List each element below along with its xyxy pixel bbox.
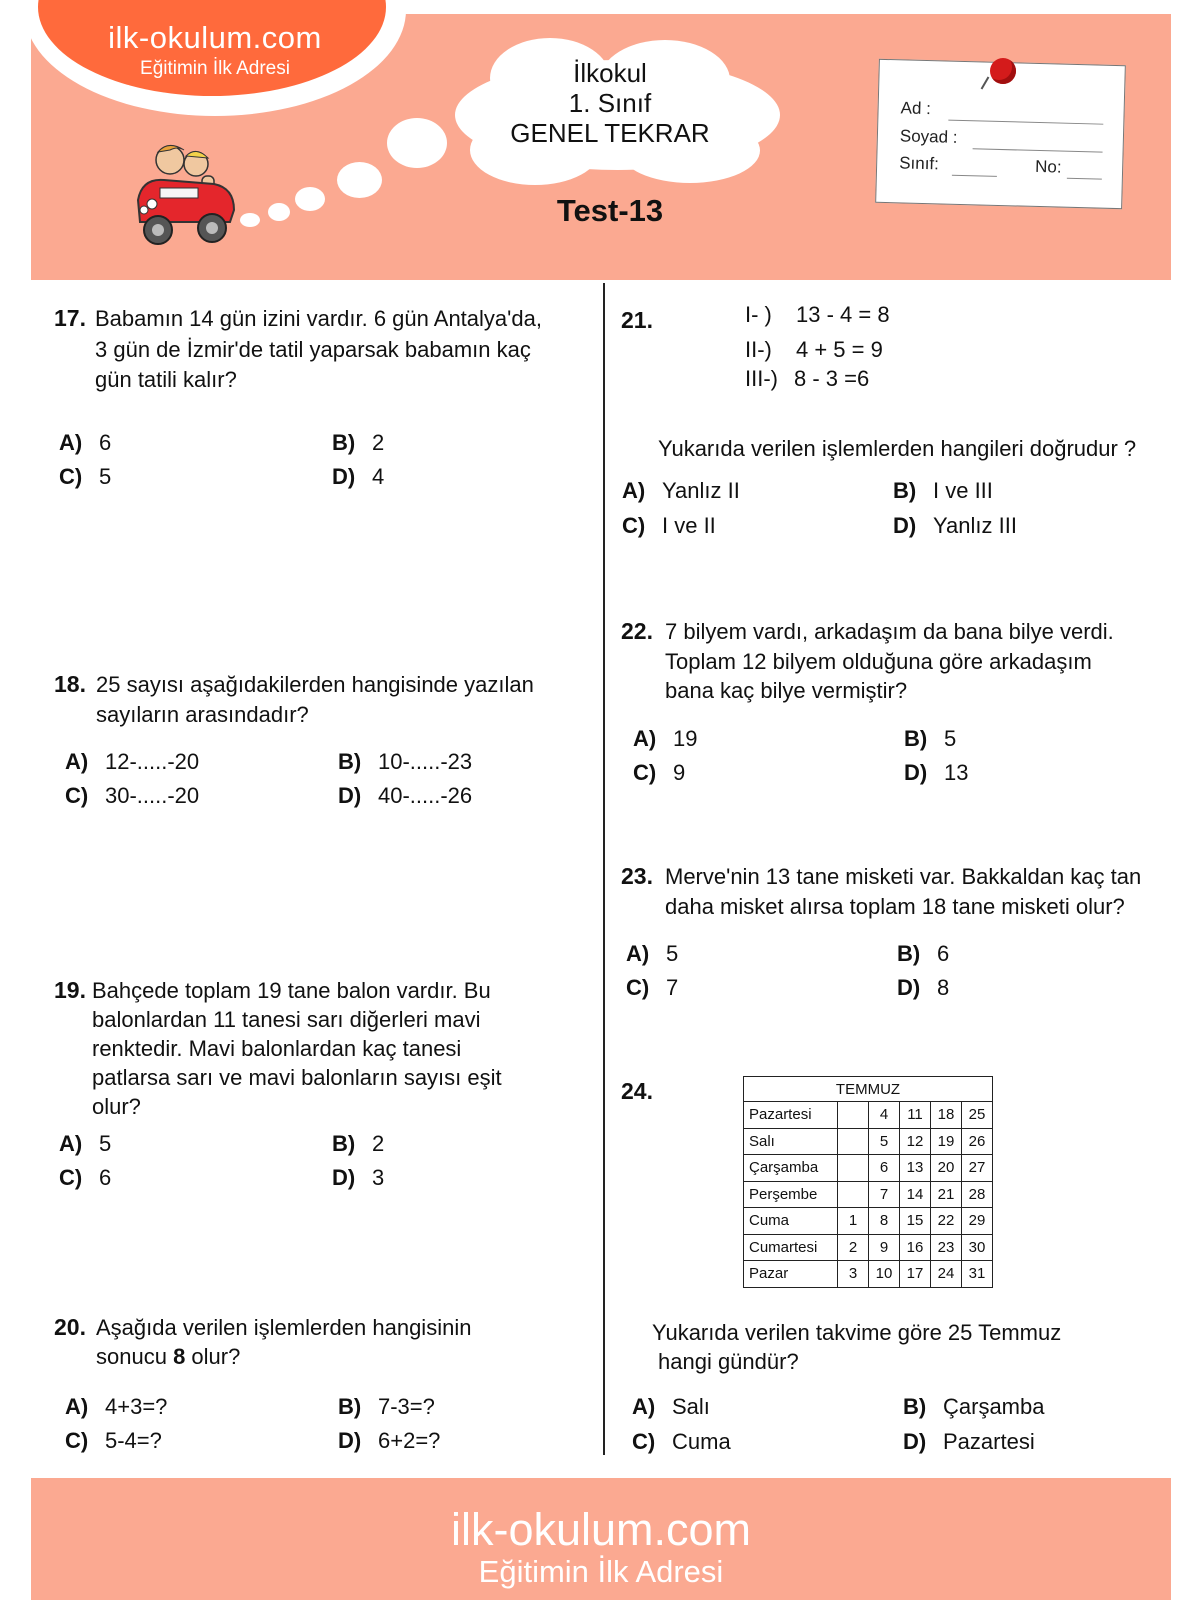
calendar-day-name: Pazar [744, 1261, 838, 1288]
calendar-row [744, 1208, 993, 1235]
calendar-date-cell: 13 [900, 1155, 931, 1182]
calendar-row [744, 1102, 993, 1129]
option-label: C) [626, 975, 650, 1000]
option-label: D) [897, 975, 921, 1000]
option-label: D) [338, 783, 362, 808]
option-label: B) [332, 1131, 356, 1156]
calendar-date-cell: 6 [869, 1155, 900, 1182]
option-a[interactable] [633, 726, 697, 752]
option-a[interactable] [65, 749, 199, 775]
calendar-date-cell: 15 [900, 1208, 931, 1235]
option-text: 5 [944, 726, 957, 751]
calendar-row [744, 1128, 993, 1155]
calendar-date-cell: 31 [962, 1261, 993, 1288]
option-label: C) [622, 513, 646, 538]
option-text: 6+2=? [378, 1428, 441, 1453]
calendar-date-cell [838, 1102, 869, 1129]
calendar-date-cell: 11 [900, 1102, 931, 1129]
option-label: B) [332, 430, 356, 455]
question-number: 21. [621, 307, 653, 333]
calendar-row [744, 1155, 993, 1182]
footer-tagline: Eğitimin İlk Adresi [478, 1554, 724, 1589]
calendar-month: TEMMUZ [744, 1077, 993, 1102]
logo-tagline: Eğitimin İlk Adresi [140, 58, 290, 79]
option-text: I ve II [662, 513, 716, 538]
option-label: C) [65, 783, 89, 808]
subject-label: GENEL TEKRAR [510, 118, 710, 148]
calendar-date-cell: 2 [838, 1234, 869, 1261]
option-label: C) [632, 1429, 656, 1454]
option-text: 10-.....-23 [378, 749, 473, 774]
question-text: gün tatili kalır? [95, 367, 237, 392]
option-label: A) [59, 430, 83, 455]
option-label: A) [633, 726, 657, 751]
option-text: 3 [372, 1165, 385, 1190]
logo-site-name: ilk-okulum.com [108, 20, 322, 55]
option-d[interactable] [904, 760, 968, 786]
question-number: 24. [621, 1078, 653, 1104]
class-field[interactable] [952, 175, 997, 177]
class-label: Sınıf: [898, 153, 940, 174]
option-text: 4+3=? [105, 1394, 168, 1419]
option-text: 13 [944, 760, 969, 785]
calendar-date-cell [838, 1155, 869, 1182]
option-a[interactable] [59, 1131, 111, 1157]
option-text: Cuma [672, 1429, 731, 1454]
calendar-date-cell: 12 [900, 1128, 931, 1155]
option-text: 4 [372, 464, 385, 489]
option-d[interactable] [338, 783, 472, 809]
test-title: Test-13 [556, 193, 664, 228]
option-text: 40-.....-26 [378, 783, 473, 808]
option-text: I ve III [933, 478, 993, 503]
question-text: Merve'nin 13 tane misketi var. Bakkaldan kaç tan [665, 864, 1142, 889]
option-label: B) [893, 478, 917, 503]
option-text: 6 [99, 1165, 112, 1190]
option-d[interactable] [332, 464, 384, 490]
grade-label: 1. Sınıf [568, 88, 652, 118]
option-label: C) [59, 464, 83, 489]
question-text: 3 gün de İzmir'de tatil yaparsak babamın kaç [95, 337, 531, 362]
option-text: 6 [99, 430, 112, 455]
question-text: renktedir. Mavi balonlardan kaç tanesi [92, 1036, 462, 1061]
calendar-date-cell: 19 [931, 1128, 962, 1155]
option-c[interactable] [633, 760, 685, 786]
question-number: 17. [54, 305, 86, 331]
option-b[interactable] [903, 1394, 1044, 1420]
option-text: 12-.....-20 [105, 749, 200, 774]
question-text: Yukarıda verilen işlemlerden hangileri doğrudur ? [658, 436, 1137, 461]
question-text: balonlardan 11 tanesi sarı diğerleri mavi [92, 1007, 481, 1032]
calendar-date-cell: 22 [931, 1208, 962, 1235]
option-label: D) [903, 1429, 927, 1454]
calendar-day-name: Cuma [744, 1208, 838, 1235]
calendar-date-cell: 27 [962, 1155, 993, 1182]
option-d[interactable] [903, 1429, 1035, 1455]
question-text: patlarsa sarı ve mavi balonların sayısı eşit [92, 1065, 502, 1090]
option-text: Yanlız II [662, 478, 740, 503]
option-label: D) [332, 1165, 356, 1190]
option-label: C) [633, 760, 657, 785]
question-text: olur? [92, 1094, 141, 1119]
statement-2: II-) 4 + 5 = 9 [745, 337, 883, 362]
option-text: Salı [672, 1394, 710, 1419]
calendar-date-cell: 21 [931, 1181, 962, 1208]
car-illustration-icon [130, 138, 238, 250]
option-c[interactable] [59, 1165, 111, 1191]
question-text: Aşağıda verilen işlemlerden hangisinin [96, 1315, 472, 1340]
question-number: 18. [54, 671, 86, 697]
calendar-date-cell: 20 [931, 1155, 962, 1182]
option-c[interactable] [65, 783, 199, 809]
option-text: 2 [372, 1131, 385, 1156]
calendar-date-cell: 26 [962, 1128, 993, 1155]
question-text: 25 sayısı aşağıdakilerden hangisinde yazılan [96, 672, 534, 697]
option-label: D) [338, 1428, 362, 1453]
question-text: sonucu 8 olur? [96, 1344, 241, 1369]
option-label: A) [632, 1394, 656, 1419]
option-label: A) [622, 478, 646, 503]
statement-1: I- ) 13 - 4 = 8 [745, 302, 890, 327]
option-a[interactable] [59, 430, 111, 456]
calendar-day-name: Pazartesi [744, 1102, 838, 1129]
calendar-table [743, 1076, 993, 1288]
option-a[interactable] [622, 478, 740, 504]
option-text: Çarşamba [943, 1394, 1045, 1419]
option-text: 30-.....-20 [105, 783, 200, 808]
calendar-date-cell: 28 [962, 1181, 993, 1208]
option-d[interactable] [338, 1428, 440, 1454]
option-label: D) [332, 464, 356, 489]
option-b[interactable] [332, 430, 384, 456]
number-label: No: [1034, 156, 1062, 177]
column-divider [603, 283, 605, 1455]
calendar-date-cell: 17 [900, 1261, 931, 1288]
target-number: 8 [173, 1344, 186, 1369]
option-label: B) [338, 749, 362, 774]
question-text: sayıların arasındadır? [96, 702, 309, 727]
question-text: daha misket alırsa toplam 18 tane misketi olur? [665, 894, 1125, 919]
calendar-date-cell: 5 [869, 1128, 900, 1155]
question-text: 7 bilyem vardı, arkadaşım da bana bilye verdi. [665, 619, 1114, 644]
calendar-day-name: Cumartesi [744, 1234, 838, 1261]
question-text: Toplam 12 bilyem olduğuna göre arkadaşım [665, 649, 1092, 674]
option-label: A) [59, 1131, 83, 1156]
option-label: A) [626, 941, 650, 966]
question-text: Bahçede toplam 19 tane balon vardır. Bu [92, 978, 491, 1003]
statement-3: III-) 8 - 3 =6 [745, 366, 870, 391]
calendar-date-cell: 29 [962, 1208, 993, 1235]
option-text: 6 [937, 941, 950, 966]
calendar-date-cell: 23 [931, 1234, 962, 1261]
footer-site-name: ilk-okulum.com [450, 1504, 752, 1555]
option-label: B) [338, 1394, 362, 1419]
calendar-day-name: Perşembe [744, 1181, 838, 1208]
question-text: Yukarıda verilen takvime göre 25 Temmuz [652, 1320, 1062, 1345]
question-text: Babamın 14 gün izini vardır. 6 gün Antalya'da, [95, 306, 542, 331]
calendar-day-name: Çarşamba [744, 1155, 838, 1182]
option-text: 9 [673, 760, 686, 785]
option-label: D) [904, 760, 928, 785]
calendar-row [744, 1234, 993, 1261]
option-label: A) [65, 749, 89, 774]
worksheet-heading [460, 58, 760, 148]
option-label: D) [893, 513, 917, 538]
calendar-date-cell: 3 [838, 1261, 869, 1288]
name-label: Ad : [900, 98, 932, 119]
question-number: 23. [621, 863, 653, 889]
question-text: bana kaç bilye vermiştir? [665, 678, 908, 703]
option-label: A) [65, 1394, 89, 1419]
option-text: 2 [372, 430, 385, 455]
option-text: 5-4=? [105, 1428, 162, 1453]
option-b[interactable] [332, 1131, 384, 1157]
option-text: Pazartesi [943, 1429, 1035, 1454]
option-text: Yanlız III [933, 513, 1017, 538]
surname-field[interactable] [973, 148, 1103, 152]
option-d[interactable] [897, 975, 949, 1001]
option-text: 8 [937, 975, 950, 1000]
option-label: C) [65, 1428, 89, 1453]
footer-logo[interactable] [31, 1506, 1171, 1590]
surname-label: Soyad : [899, 126, 958, 147]
option-text: 5 [99, 1131, 112, 1156]
pushpin-icon [990, 58, 1016, 84]
option-d[interactable] [893, 513, 1017, 539]
option-a[interactable] [632, 1394, 710, 1420]
calendar-date-cell: 18 [931, 1102, 962, 1129]
option-b[interactable] [893, 478, 993, 504]
calendar-date-cell: 14 [900, 1181, 931, 1208]
option-b[interactable] [338, 749, 472, 775]
option-a[interactable] [65, 1394, 167, 1420]
calendar-date-cell: 10 [869, 1261, 900, 1288]
option-label: B) [903, 1394, 927, 1419]
option-c[interactable] [626, 975, 678, 1001]
calendar-date-cell: 1 [838, 1208, 869, 1235]
calendar-date-cell [838, 1181, 869, 1208]
calendar-date-cell: 7 [869, 1181, 900, 1208]
option-text: 7-3=? [378, 1394, 435, 1419]
option-label: C) [59, 1165, 83, 1190]
question-number: 19. [54, 977, 86, 1003]
calendar-row [744, 1181, 993, 1208]
calendar-row [744, 1261, 993, 1288]
calendar-day-name: Salı [744, 1128, 838, 1155]
question-text: hangi gündür? [658, 1349, 799, 1374]
option-a[interactable] [626, 941, 678, 967]
option-b[interactable] [904, 726, 956, 752]
calendar-date-cell: 4 [869, 1102, 900, 1129]
calendar-date-cell: 24 [931, 1261, 962, 1288]
option-d[interactable] [332, 1165, 384, 1191]
calendar-date-cell: 16 [900, 1234, 931, 1261]
calendar-date-cell [838, 1128, 869, 1155]
question-number: 22. [621, 618, 653, 644]
option-text: 19 [673, 726, 698, 751]
option-label: B) [904, 726, 928, 751]
school-level: İlkokul [573, 58, 647, 88]
option-text: 5 [99, 464, 112, 489]
option-text: 5 [666, 941, 679, 966]
name-field[interactable] [948, 120, 1103, 125]
option-label: B) [897, 941, 921, 966]
option-c[interactable] [632, 1429, 731, 1455]
calendar-date-cell: 9 [869, 1234, 900, 1261]
number-field[interactable] [1067, 178, 1102, 180]
option-text: 7 [666, 975, 679, 1000]
question-number: 20. [54, 1314, 86, 1340]
calendar-date-cell: 25 [962, 1102, 993, 1129]
option-c[interactable] [65, 1428, 162, 1454]
option-b[interactable] [338, 1394, 435, 1420]
logo[interactable] [95, 20, 335, 80]
option-c[interactable] [622, 513, 716, 539]
option-c[interactable] [59, 464, 111, 490]
option-b[interactable] [897, 941, 949, 967]
calendar-date-cell: 8 [869, 1208, 900, 1235]
calendar-date-cell: 30 [962, 1234, 993, 1261]
